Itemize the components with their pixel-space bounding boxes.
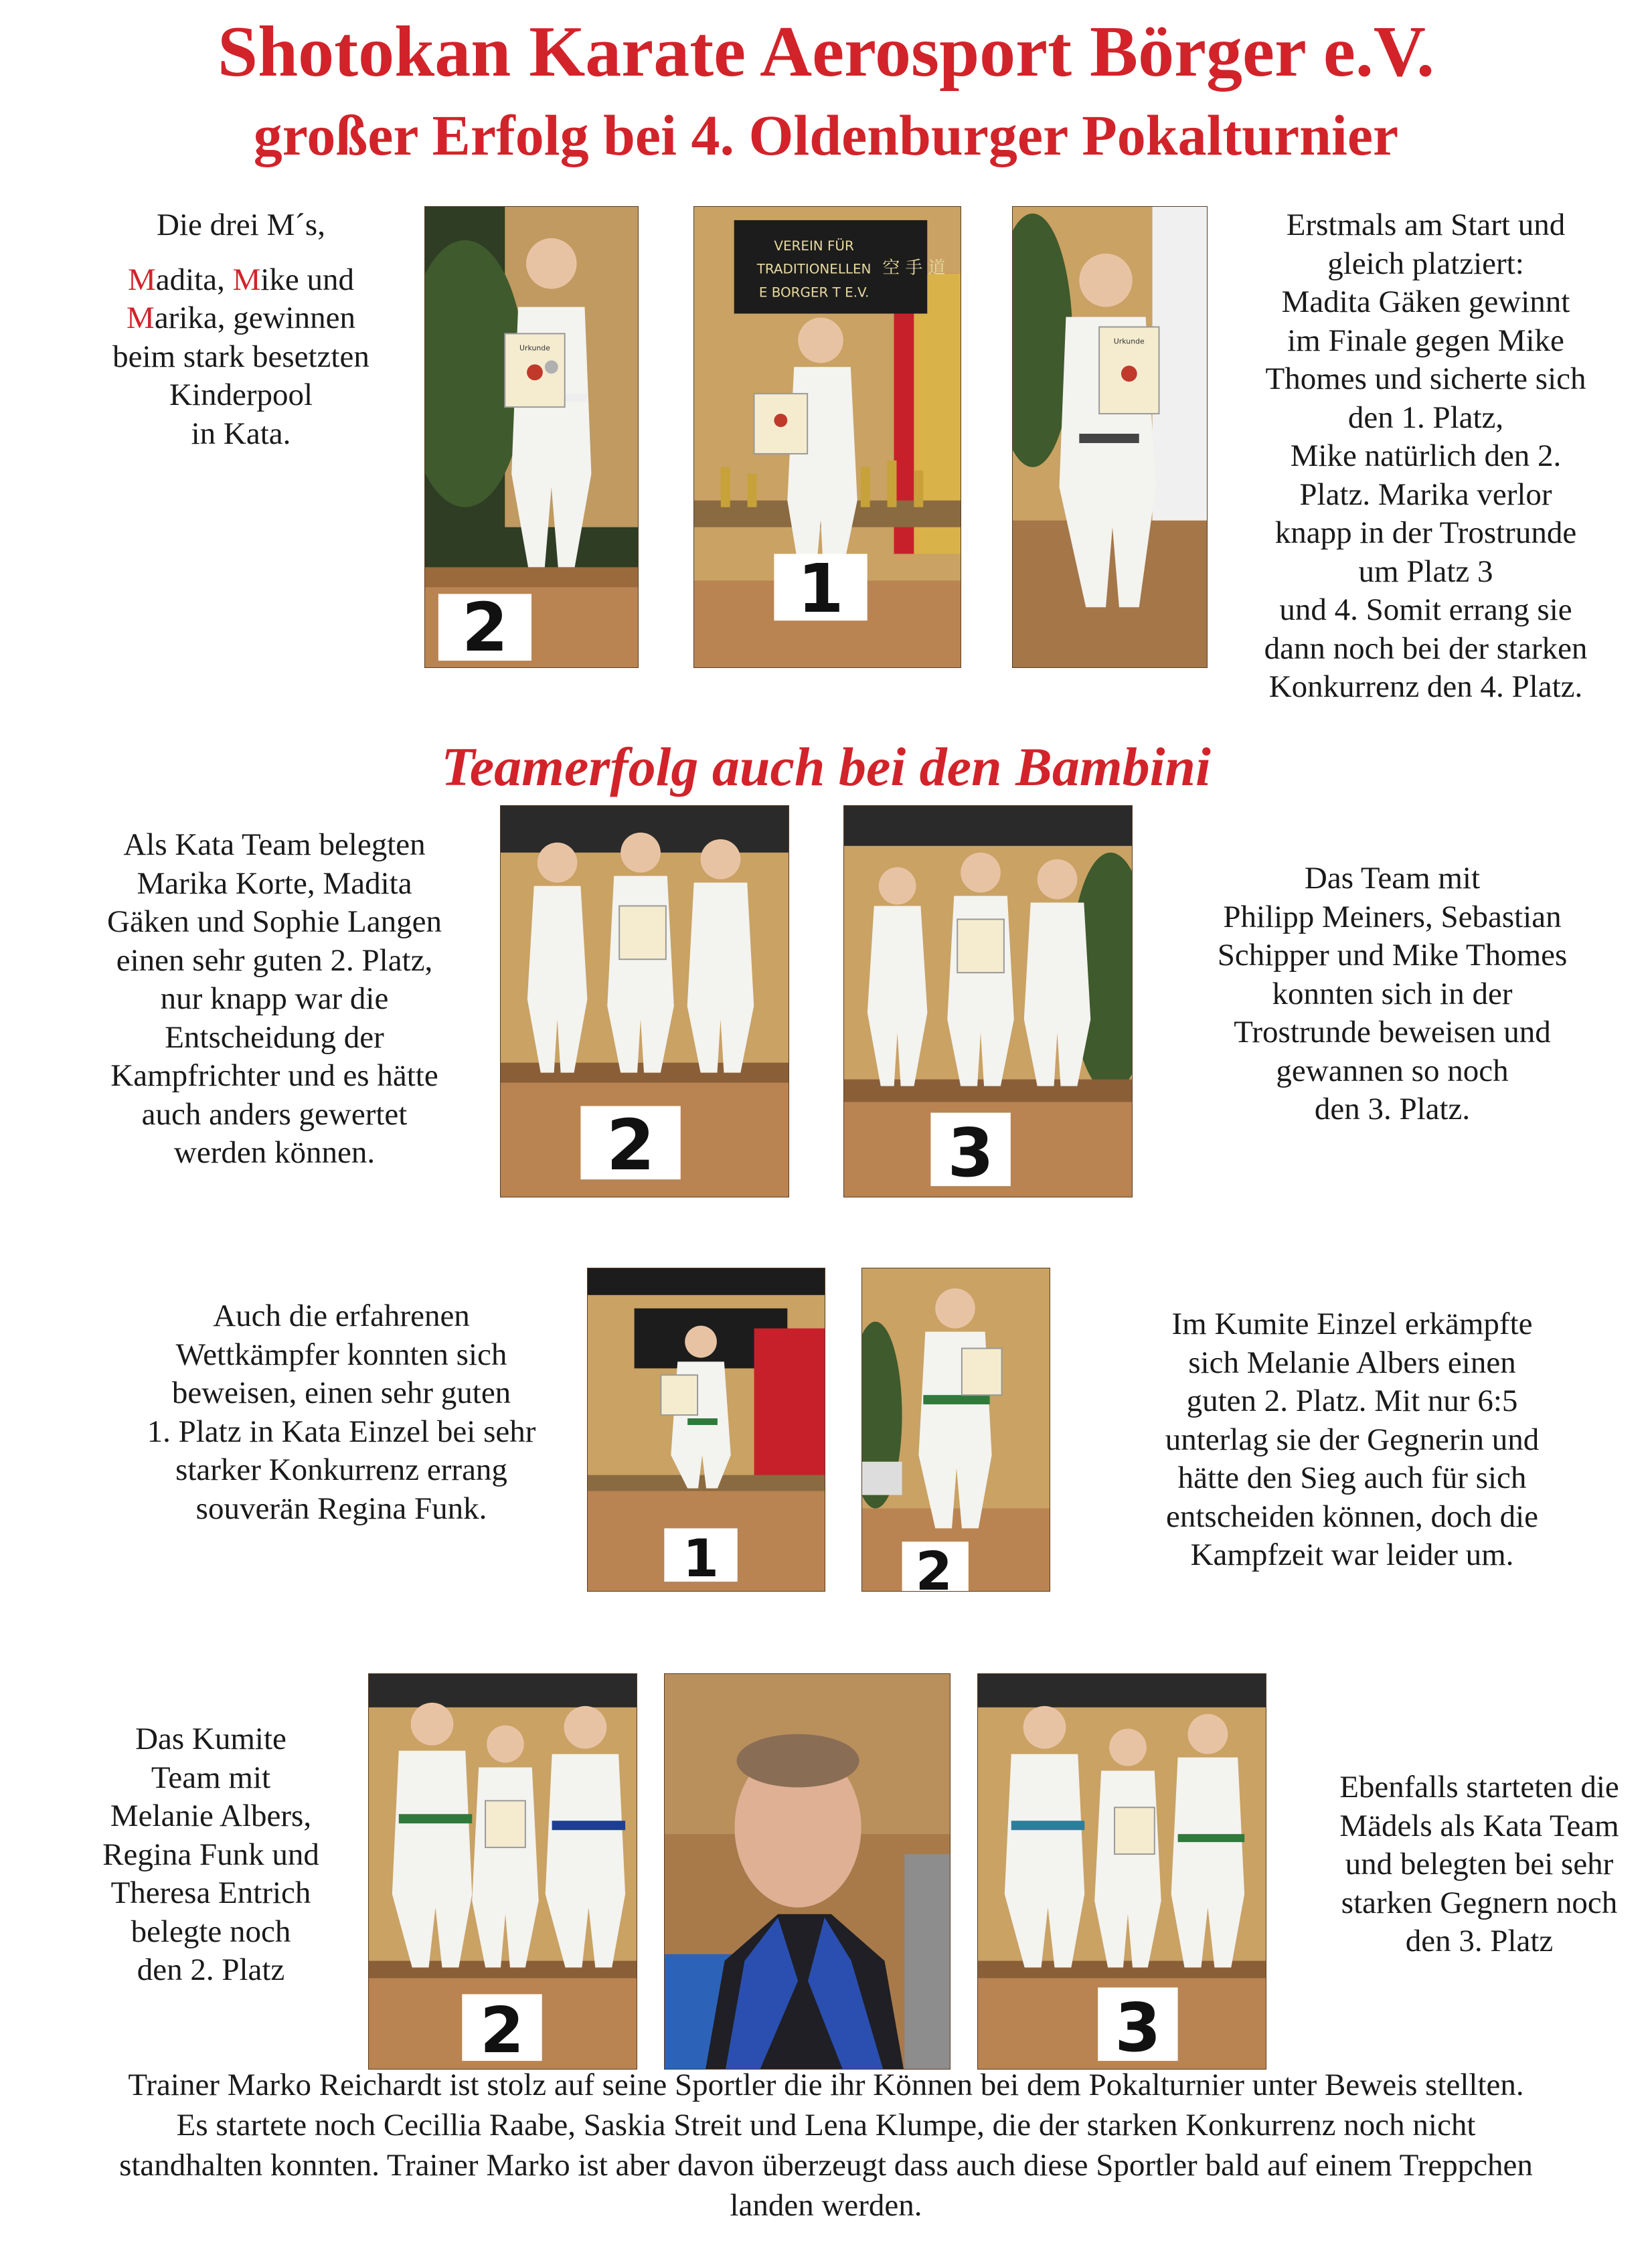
text-line: Schipper und Mike Thomes <box>1217 938 1568 973</box>
podium-number: 3 <box>947 1115 994 1193</box>
names-line-2 <box>54 299 428 338</box>
text-line: werden können. <box>173 1135 376 1170</box>
text-line: hätte den Sieg auch für sich <box>1177 1460 1527 1495</box>
footer-line: landen werden. <box>730 2188 922 2223</box>
text-line: Wettkämpfer konnten sich <box>175 1337 507 1372</box>
text-line: Philipp Meiners, Sebastian <box>1223 899 1562 934</box>
photo-kata-team-third <box>977 1673 1266 2070</box>
sign-kanji: 空 手 道 <box>882 258 946 278</box>
text-line: Platz. Marika verlor <box>1299 477 1552 512</box>
text-line: unterlag sie der Gegnerin und <box>1165 1422 1540 1457</box>
certificate-label: Urkunde <box>519 343 550 353</box>
photo-bambini-team-second <box>500 805 789 1197</box>
text-line: Erstmals am Start und <box>1286 207 1566 242</box>
section2-right-text <box>1185 859 1600 1129</box>
footer-line: Es startete noch Cecillia Raabe, Saskia Streit und Lena Klumpe, die der starken Konkurrenz noch nicht <box>176 2108 1476 2143</box>
text-line: entscheiden können, doch die <box>1166 1499 1538 1534</box>
section3-right-text <box>1138 1305 1566 1575</box>
text-line: Auch die erfahrenen <box>213 1298 470 1333</box>
section4-right-text <box>1312 1768 1647 1961</box>
text-line: nur knapp war die <box>160 981 389 1016</box>
text-line: den 2. Platz <box>137 1952 285 1987</box>
podium-number: 1 <box>797 551 844 628</box>
text-line: in Kata. <box>191 416 291 451</box>
podium-number: 2 <box>461 589 509 667</box>
sign-line: E BORGER T E.V. <box>758 284 870 301</box>
text-line: Mädels als Kata Team <box>1339 1808 1619 1843</box>
text-line: im Finale gegen Mike <box>1287 323 1564 358</box>
text-line: guten 2. Platz. Mit nur 6:5 <box>1186 1384 1518 1418</box>
photo-bambini-team-third <box>843 805 1133 1197</box>
page-subtitle: großer Erfolg bei 4. Oldenburger Pokalturnier <box>253 103 1399 167</box>
initial: M <box>127 262 156 297</box>
photo-kata-kid-fourth <box>1012 206 1208 668</box>
section2-left-text <box>74 826 475 1173</box>
text-line: souverän Regina Funk. <box>195 1491 487 1526</box>
photo-kumite-einzel-second <box>861 1268 1050 1592</box>
text-line: einen sehr guten 2. Platz, <box>116 942 433 978</box>
text-line: 1. Platz in Kata Einzel bei sehr <box>147 1414 536 1449</box>
text-line: Kinderpool <box>169 378 313 412</box>
text-line: Das Kumite <box>135 1722 286 1756</box>
initial: M <box>232 262 261 297</box>
photo-trainer-portrait <box>664 1673 951 2070</box>
name-rest: ike und <box>260 262 355 297</box>
text-line: belegte noch <box>131 1914 291 1949</box>
text-line: auch anders gewertet <box>141 1096 408 1132</box>
text-line: Madita Gäken gewinnt <box>1281 284 1570 319</box>
text-line: Theresa Entrich <box>110 1875 311 1910</box>
text-line: Gäken und Sophie Langen <box>107 904 442 939</box>
text-line: Regina Funk und <box>102 1837 319 1872</box>
footer-line: Trainer Marko Reichardt ist stolz auf seine Sportler die ihr Können bei dem Pokalturnier unter Beweis stellten. <box>128 2068 1524 2102</box>
podium-number: 2 <box>606 1104 655 1187</box>
text-line: Konkurrenz den 4. Platz. <box>1268 669 1583 704</box>
text-line: Ebenfalls starteten die <box>1339 1770 1619 1805</box>
text-line: gleich platziert: <box>1327 246 1524 281</box>
text-line: beweisen, einen sehr guten <box>171 1375 511 1410</box>
text-line: Melanie Albers, <box>110 1798 312 1833</box>
text-line: knapp in der Trostrunde <box>1274 515 1577 550</box>
text-line: den 1. Platz, <box>1347 400 1504 435</box>
names-line-1 <box>54 261 428 300</box>
section4-left-text <box>80 1720 341 1990</box>
text-line: beim stark besetzten <box>112 339 369 374</box>
sign-line: TRADITIONELLEN <box>756 261 872 277</box>
initial: M <box>127 301 155 335</box>
text-line: gewannen so noch <box>1276 1053 1509 1088</box>
text-line: Kampfrichter und es hätte <box>110 1058 438 1093</box>
text-line: sich Melanie Albers einen <box>1188 1345 1516 1380</box>
text-line: Kampfzeit war leider um. <box>1190 1537 1514 1572</box>
text-line: Team mit <box>151 1760 271 1795</box>
text-line: Die drei M´s, <box>157 207 325 242</box>
name-rest: arika, gewinnen <box>154 301 355 335</box>
text-line: Mike natürlich den 2. <box>1290 438 1562 473</box>
text-line: Thomes und sicherte sich <box>1265 361 1586 396</box>
text-line: den 3. Platz. <box>1314 1092 1471 1126</box>
section1-right-text <box>1232 206 1620 707</box>
text-line: um Platz 3 <box>1358 554 1493 589</box>
photo-kata-kid-second <box>424 206 639 668</box>
text-line: und belegten bei sehr <box>1345 1847 1614 1881</box>
text-line: und 4. Somit errang sie <box>1279 592 1572 627</box>
section3-left-text <box>107 1297 576 1528</box>
photo-kumite-team-second <box>368 1673 637 2070</box>
text-line: dann noch bei der starken <box>1264 631 1588 666</box>
photo-kata-einzel-first <box>587 1268 825 1592</box>
sign-line: VEREIN FÜR <box>774 238 854 254</box>
text-line: Marika Korte, Madita <box>137 865 412 901</box>
text-line: konnten sich in der <box>1272 976 1513 1011</box>
podium-number: 1 <box>683 1529 720 1590</box>
section1-left-text <box>54 206 428 453</box>
text-line: Trostrunde beweisen und <box>1234 1015 1551 1050</box>
text-line: Im Kumite Einzel erkämpfte <box>1171 1307 1533 1341</box>
page-title: Shotokan Karate Aerosport Börger e.V. <box>218 12 1434 92</box>
text-line: starker Konkurrenz errang <box>175 1452 507 1487</box>
podium-number: 2 <box>915 1539 953 1591</box>
podium-number: 3 <box>1114 1990 1161 2068</box>
podium-number: 2 <box>480 1994 524 2068</box>
text-line: Das Team mit <box>1304 861 1481 896</box>
section-heading-bambini: Teamerfolg auch bei den Bambini <box>441 736 1211 797</box>
certificate-label: Urkunde <box>1113 337 1145 346</box>
text-line: Als Kata Team belegten <box>123 827 426 862</box>
name-rest: adita, <box>155 262 233 297</box>
footer-line: standhalten konnten. Trainer Marko ist aber davon überzeugt dass auch diese Sportler bald auf einem Treppchen <box>119 2148 1533 2183</box>
text-line: starken Gegnern noch <box>1341 1885 1618 1920</box>
text-line: Entscheidung der <box>165 1019 384 1055</box>
photo-kata-kid-first <box>693 206 961 668</box>
footer-text <box>20 2065 1632 2226</box>
text-line: den 3. Platz <box>1405 1924 1554 1958</box>
